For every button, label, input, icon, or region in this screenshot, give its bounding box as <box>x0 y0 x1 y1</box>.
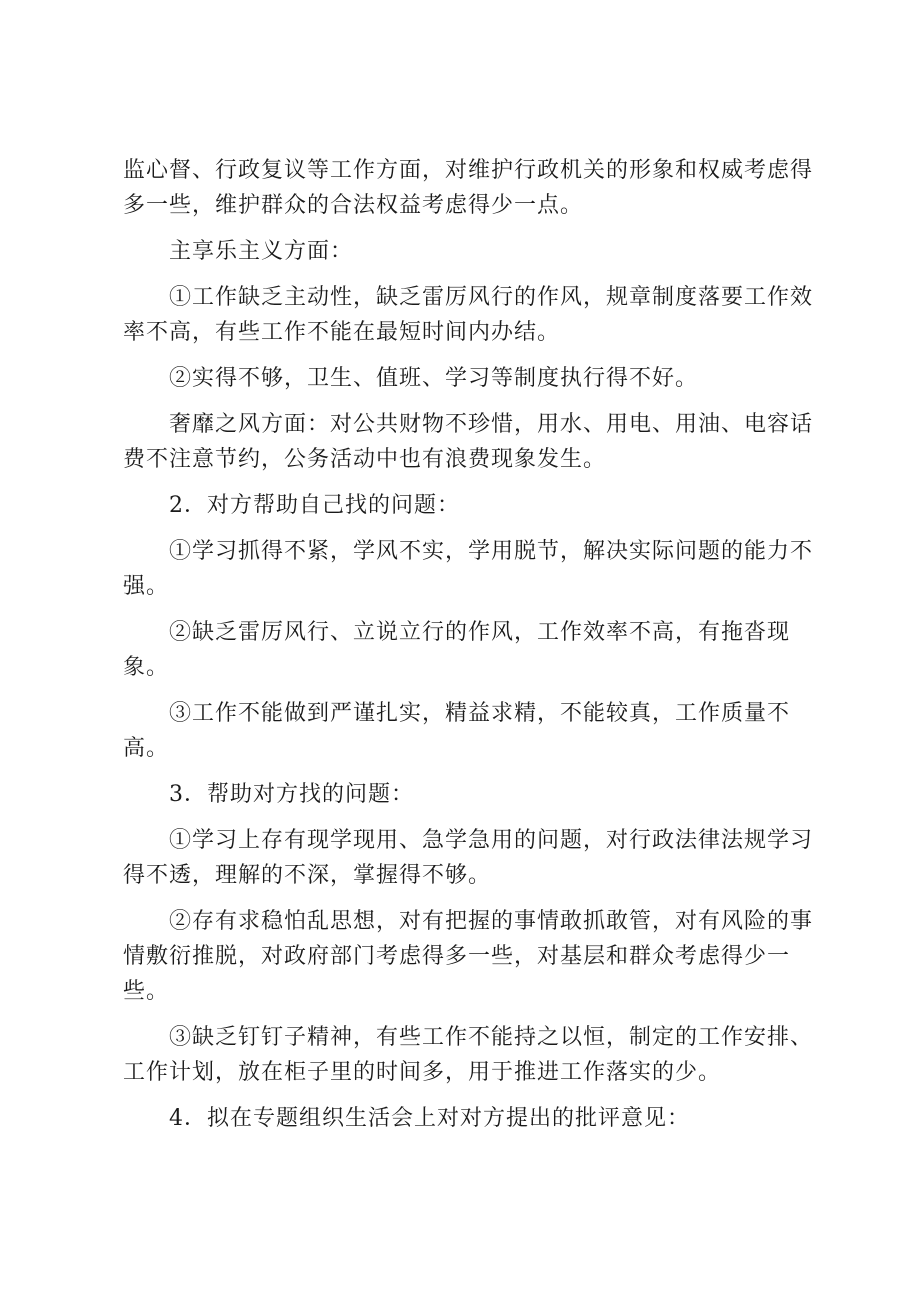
paragraph-2: 主享乐主义方面： <box>169 239 354 264</box>
paragraph-5: 奢靡之风方面：对公共财物不珍惜，用水、用电、用油、电容话费不注意节约，公务活动中也有浪费现象发生。 <box>123 412 814 472</box>
paragraph-13: ③缺乏钉钉子精神，有些工作不能持之以恒，制定的工作安排、工作计划，放在柜子里的时间多，用于推进工作落实的少。 <box>123 1025 814 1085</box>
section-heading-4: 4．拟在专题组织生活会上对对方提出的批评意见： <box>169 1106 690 1131</box>
document-body <box>123 153 823 1147</box>
paragraph-12: ②存有求稳怕乱思想，对有把握的事情敢抓敢管，对有风险的事情敷衍推脱，对政府部门考虑得多一些，对基层和群众考虑得少一些。 <box>123 909 814 1004</box>
paragraph-3: ①工作缺乏主动性，缺乏雷厉风行的作风，规章制度落要工作效率不高，有些工作不能在最短时间内办结。 <box>123 285 814 345</box>
paragraph-9: ③工作不能做到严谨扎实，精益求精，不能较真，工作质量不高。 <box>123 701 791 761</box>
paragraph-7: ①学习抓得不紧，学风不实，学用脱节，解决实际问题的能力不强。 <box>123 539 814 599</box>
paragraph-1: 监心督、行政复议等工作方面，对维护行政机关的形象和权威考虑得多一些，维护群众的合法权益考虑得少一点。 <box>123 158 814 218</box>
section-heading-2: 2．对方帮助自己找的问题： <box>169 493 460 518</box>
section-heading-3: 3．帮助对方找的问题： <box>169 782 414 807</box>
paragraph-4: ②实得不够，卫生、值班、学习等制度执行得不好。 <box>169 366 699 391</box>
paragraph-8: ②缺乏雷厉风行、立说立行的作风，工作效率不高，有拖沓现象。 <box>123 620 791 680</box>
paragraph-11: ①学习上存有现学现用、急学急用的问题，对行政法律法规学习得不透，理解的不深，掌握得不够。 <box>123 828 814 888</box>
